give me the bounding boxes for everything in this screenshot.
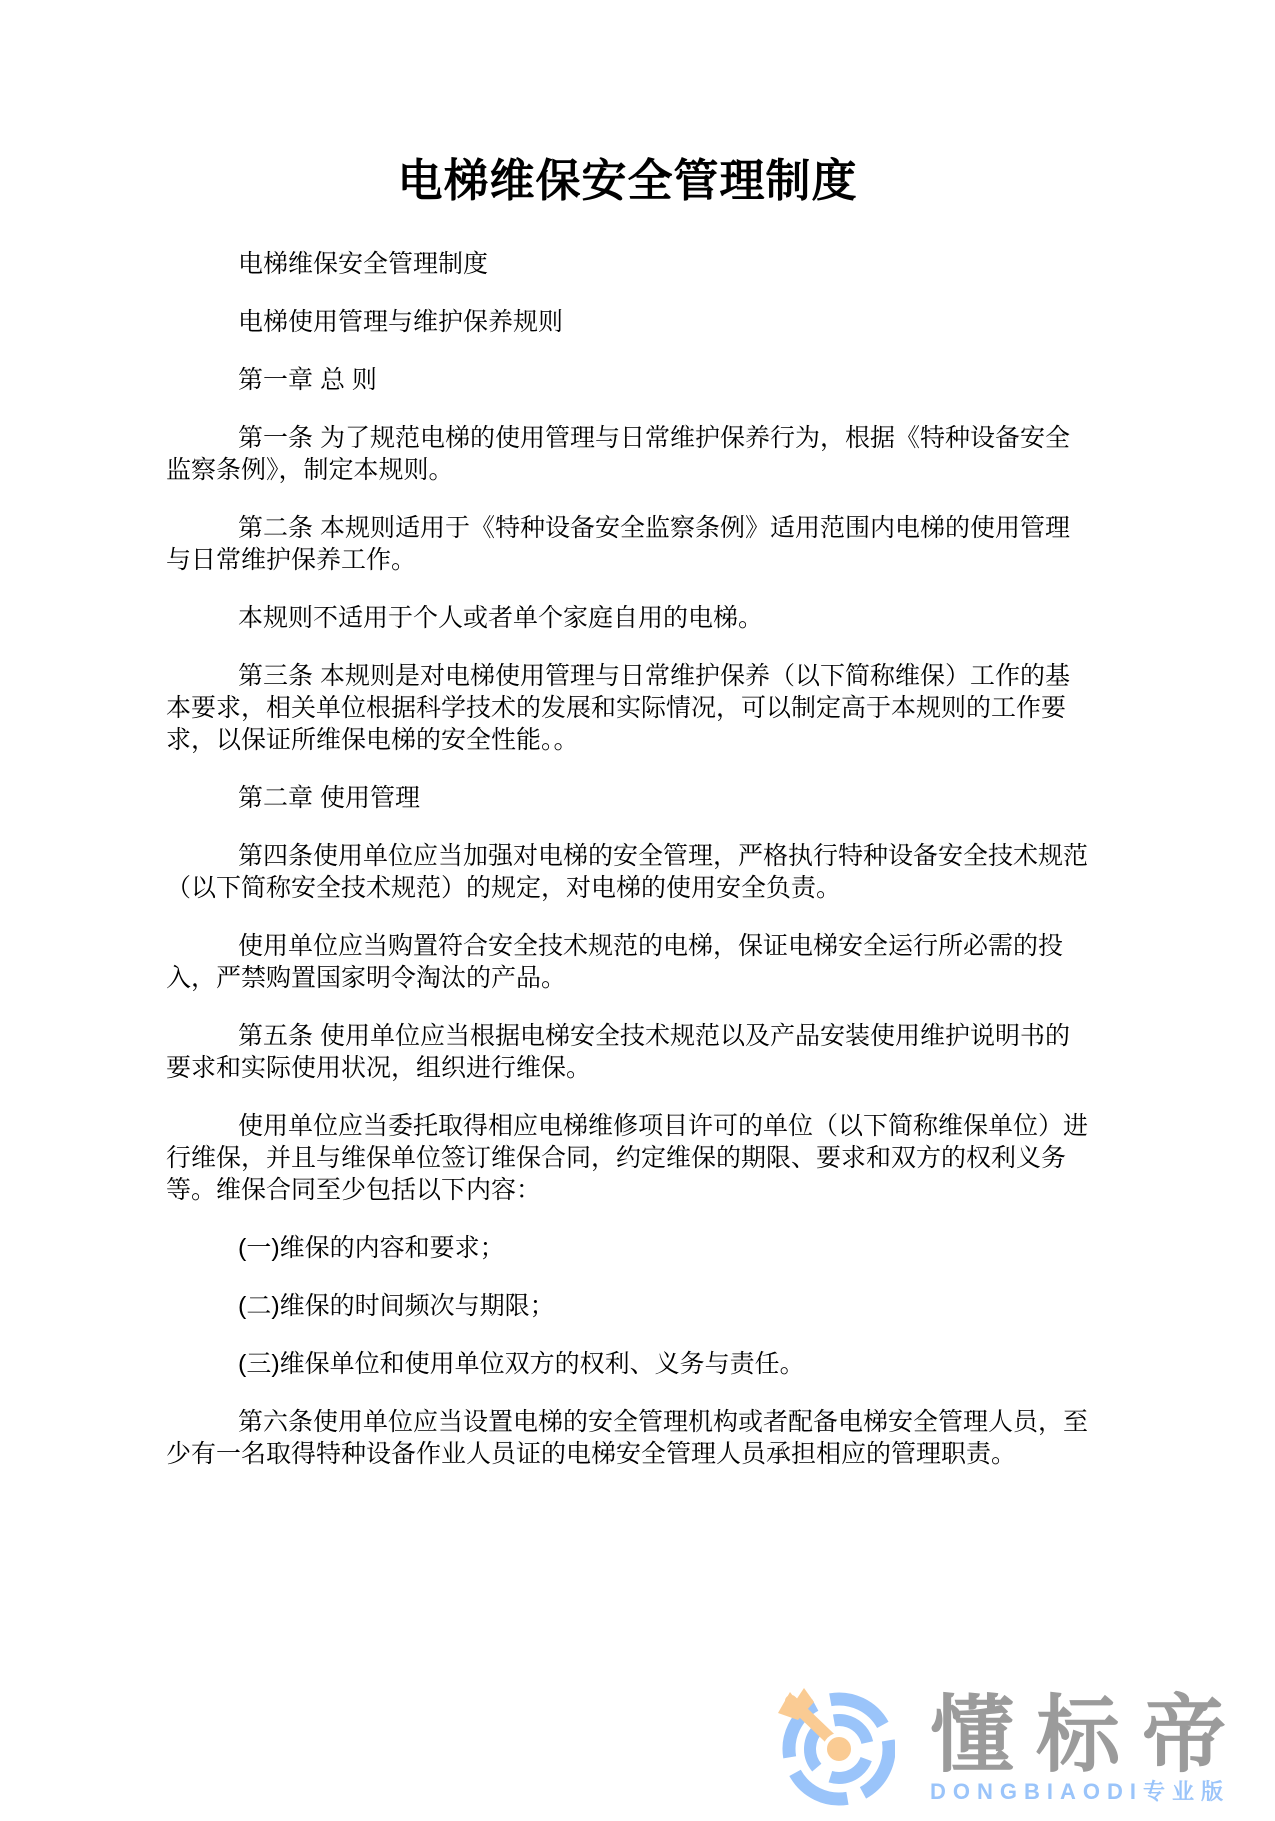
- paragraph: 电梯维保安全管理制度: [238, 250, 489, 278]
- paragraph: 第一章 总 则: [238, 366, 377, 394]
- paragraph: 本规则不适用于个人或者单个家庭自用的电梯。: [238, 604, 764, 632]
- paragraph: (三)维保单位和使用单位双方的权利、义务与责任。: [238, 1350, 805, 1378]
- document-content: [166, 154, 1089, 1470]
- paragraph: (一)维保的内容和要求；: [238, 1234, 505, 1262]
- paragraph: 第二章 使用管理: [238, 784, 420, 812]
- watermark: [753, 1681, 1263, 1821]
- watermark-text: [930, 1688, 1249, 1804]
- paragraph: 使用单位应当委托取得相应电梯维修项目许可的单位（以下简称维保单位）进行维保，并且与维保单位签订维保合同，约定维保的期限、要求和双方的权利义务等。维保合同至少包括以下内容：: [166, 1112, 1089, 1204]
- paragraph: 第二条 本规则适用于《特种设备安全监察条例》适用范围内电梯的使用管理与日常维护保养工作。: [166, 514, 1070, 574]
- paragraph: 第三条 本规则是对电梯使用管理与日常维护保养（以下简称维保）工作的基本要求，相关单位根据科学技术的发展和实际情况，可以制定高于本规则的工作要求，以保证所维保电梯的安全性能。。: [166, 662, 1070, 754]
- page-title: 电梯维保安全管理制度: [397, 155, 858, 206]
- paragraph: 使用单位应当购置符合安全技术规范的电梯，保证电梯安全运行所必需的投入，严禁购置国家明令淘汰的产品。: [166, 932, 1064, 992]
- paragraph: 第五条 使用单位应当根据电梯安全技术规范以及产品安装使用维护说明书的要求和实际使用状况，组织进行维保。: [166, 1022, 1070, 1082]
- watermark-brand-text: 懂标帝: [930, 1688, 1249, 1782]
- paragraph: (二)维保的时间频次与期限；: [238, 1292, 555, 1320]
- target-dart-icon: [775, 1687, 895, 1817]
- paragraph: 电梯使用管理与维护保养规则: [238, 308, 564, 336]
- document-page: [0, 154, 1275, 1805]
- paragraph: 第四条使用单位应当加强对电梯的安全管理，严格执行特种设备安全技术规范（以下简称安全技术规范）的规定，对电梯的使用安全负责。: [166, 842, 1089, 902]
- paragraph: 第一条 为了规范电梯的使用管理与日常维护保养行为，根据《特种设备安全监察条例》，制定本规则。: [166, 424, 1070, 484]
- paragraph-list: [166, 248, 1089, 1470]
- watermark-sub-text: DONGBIAODI专业版: [930, 1779, 1231, 1804]
- paragraph: 第六条使用单位应当设置电梯的安全管理机构或者配备电梯安全管理人员，至少有一名取得特种设备作业人员证的电梯安全管理人员承担相应的管理职责。: [166, 1408, 1089, 1468]
